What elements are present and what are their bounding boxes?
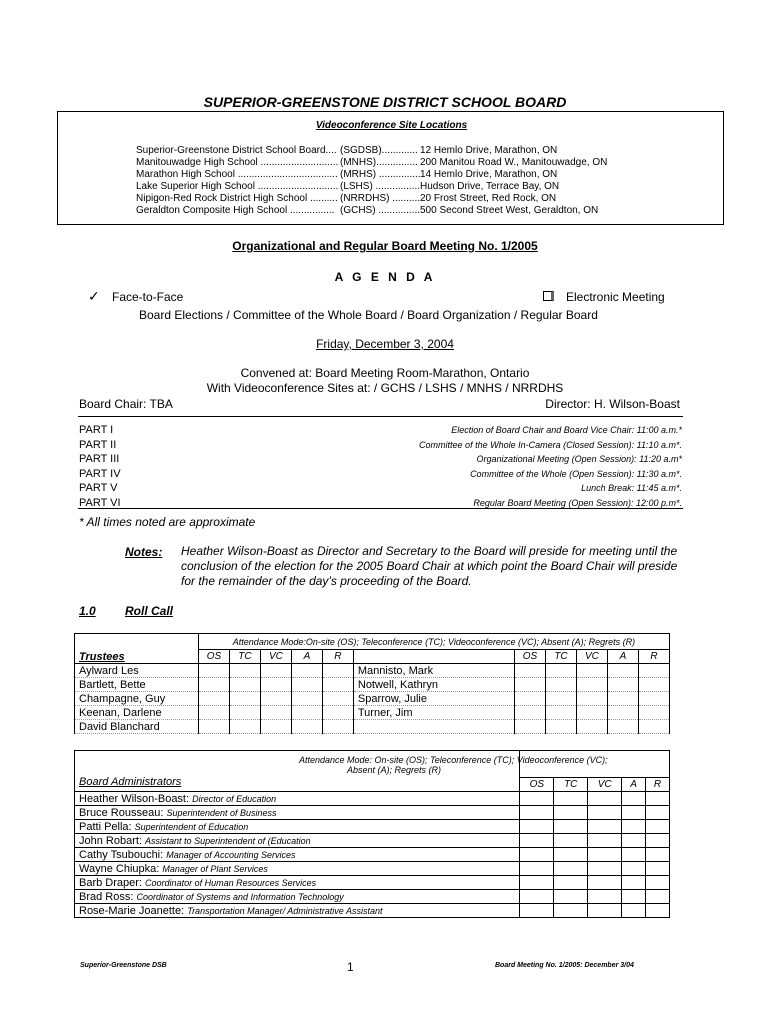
administrator-role: Coordinator of Human Resources Services [145,877,317,888]
notes-text: Heather Wilson-Boast as Director and Secretary to the Board will preside for meeting until the conclusion of the election for the 2005 Board Chair at which point the Board Chair will preside for the remainder of the day’s proceeding of the Board. [181,544,678,588]
column-header: VC [260,650,291,664]
trustees-attendance-mode: Attendance Mode:On-site (OS); Teleconference (TC); Videoconference (VC); Absent (A); Regrets (R) [198,634,669,650]
administrator-name: Wayne Chiupka: [79,862,160,875]
administrators-table [74,750,670,918]
attendance-cell [198,664,229,678]
site-name: Manitouwadge High School ............................ [136,157,339,168]
attendance-cell [554,792,588,806]
administrator-cell [75,820,520,834]
part-time: Lunch Break: 11:45 a.m*. [581,483,682,493]
trustee-row [75,720,670,734]
administrator-name: Cathy Tsubouchi: [79,848,164,861]
site-name: Marathon High School .................................... [136,169,338,180]
attendance-cell [554,806,588,820]
administrator-role: Coordinator of Systems and Information Technology [136,891,344,902]
site-code: (MNHS)............... [340,157,418,168]
part-time: Committee of the Whole In-Camera (Closed Session): 11:10 a.m*. [419,439,682,450]
trustee-name: Keenan, Darlene [75,706,199,720]
administrator-row [75,862,670,876]
trustee-name: Aylward Les [75,664,199,678]
attendance-cell [546,664,577,678]
attendance-cell [322,664,353,678]
attendance-cell [520,792,554,806]
administrator-name: Brad Ross: [79,890,134,903]
attendance-cell [638,720,669,734]
site-code: (MRHS) ............... [340,169,421,180]
attendance-cell [520,890,554,904]
attendance-cell [588,834,622,848]
attendance-cell [622,904,646,918]
administrator-cell [75,862,520,876]
attendance-cell [520,806,554,820]
attendance-cell [576,664,607,678]
divider-top [78,416,683,417]
site-code: (GCHS) ............... [340,205,421,216]
column-header: A [622,778,646,792]
column-header: OS [198,650,229,664]
column-header: R [646,778,670,792]
administrator-cell [75,834,520,848]
administrator-role: Director of Education [192,793,277,804]
admins-attendance-mode: Attendance Mode: On-site (OS); Teleconference (TC); Videoconference (VC); Absent (A); Regrets (R) [299,755,608,775]
attendance-cell [576,678,607,692]
attendance-cell [646,834,670,848]
administrator-cell [75,876,520,890]
attendance-cell [554,904,588,918]
attendance-cell [622,890,646,904]
attendance-cell [515,706,546,720]
attendance-cell [198,692,229,706]
attendance-cell [607,720,638,734]
part-label: PART IV [79,467,121,480]
attendance-cell [291,706,322,720]
administrator-name: Heather Wilson-Boast: [79,792,190,805]
attendance-cell [607,664,638,678]
administrator-row [75,834,670,848]
attendance-cell [520,876,554,890]
trustee-row [75,692,670,706]
attendance-cell [554,820,588,834]
board-chair: Board Chair: TBA [79,397,173,411]
site-code: (LSHS) ................ [340,181,421,192]
attendance-cell [546,720,577,734]
administrator-name: Barb Draper: [79,876,142,889]
site-address: 500 Second Street West, Geraldton, ON [420,205,599,216]
meeting-date: Friday, December 3, 2004 [316,337,454,351]
attendance-cell [260,692,291,706]
attendance-cell [515,720,546,734]
administrator-cell [75,890,520,904]
attendance-cell [638,664,669,678]
trustee-name: David Blanchard [75,720,199,734]
attendance-cell [588,820,622,834]
attendance-cell [260,664,291,678]
trustee-name: Turner, Jim [353,706,514,720]
page-number: 1 [347,960,354,974]
checkbox-icon [543,291,554,301]
administrator-row [75,890,670,904]
attendance-cell [638,692,669,706]
administrator-row [75,792,670,806]
administrator-cell [75,848,520,862]
approx-note: * All times noted are approximate [79,515,256,529]
administrator-name: John Robart: [79,834,142,847]
site-name: Geraldton Composite High School ................ [136,205,335,216]
administrator-name: Rose-Marie Joanette: [79,904,185,917]
part-time: Organizational Meeting (Open Session): 11:20 a.m* [476,454,682,464]
trustee-name: Champagne, Guy [75,692,199,706]
attendance-cell [229,692,260,706]
footer-right: Board Meeting No. 1/2005: December 3/04 [495,962,634,969]
administrator-cell [75,904,520,918]
administrator-role: Superintendent of Business [166,807,277,818]
site-code: (NRRDHS) .......... [340,193,420,204]
attendance-cell [229,664,260,678]
column-header: TC [554,778,588,792]
attendance-cell [588,792,622,806]
attendance-cell [646,820,670,834]
column-header: TC [546,650,577,664]
part-label: PART III [79,453,120,465]
part-time: Committee of the Whole (Open Session): 11:30 a.m*. [470,468,682,479]
attendance-cell [198,720,229,734]
trustee-name: Bartlett, Bette [75,678,199,692]
attendance-cell [646,806,670,820]
attendance-cell [546,678,577,692]
attendance-cell [322,692,353,706]
attendance-cell [576,692,607,706]
footer-left: Superior-Greenstone DSB [80,962,167,969]
column-header: VC [588,778,622,792]
attendance-cell [515,664,546,678]
videoconference-sites-line: With Videoconference Sites at: / GCHS / LSHS / MNHS / NRRDHS [206,381,564,395]
administrator-role: Transportation Manager/ Administrative Assistant [187,905,383,916]
rollcall-number: 1.0 [79,604,96,618]
administrator-role: Assistant to Superintendent of (Education [145,835,311,846]
attendance-cell [588,806,622,820]
trustee-row [75,664,670,678]
trustee-name: Notwell, Kathryn [353,678,514,692]
attendance-cell [515,678,546,692]
attendance-cell [291,692,322,706]
site-address: 12 Hemlo Drive, Marathon, ON [420,145,558,156]
attendance-cell [229,706,260,720]
administrator-row [75,876,670,890]
attendance-cell [322,720,353,734]
attendance-cell [260,678,291,692]
site-code: (SGDSB)............. [340,145,418,156]
board-title: SUPERIOR-GREENSTONE DISTRICT SCHOOL BOARD [203,94,567,110]
part-label: PART VI [79,496,121,509]
trustee-row [75,706,670,720]
attendance-cell [646,890,670,904]
attendance-cell [576,720,607,734]
attendance-cell [646,792,670,806]
attendance-cell [515,692,546,706]
face-to-face-label: Face-to-Face [112,290,184,304]
trustees-table [74,633,670,734]
convened-line: Convened at: Board Meeting Room-Marathon, Ontario [240,366,530,380]
attendance-cell [638,678,669,692]
site-name: Lake Superior High School ............................. [136,181,339,192]
check-icon: ✓ [88,288,100,304]
attendance-cell [546,706,577,720]
administrator-row [75,848,670,862]
rollcall-title: Roll Call [125,604,174,618]
attendance-cell [198,678,229,692]
attendance-cell [622,848,646,862]
column-header: TC [229,650,260,664]
site-address: 20 Frost Street, Red Rock, ON [420,193,557,204]
column-header: OS [515,650,546,664]
attendance-cell [260,706,291,720]
site-address: Hudson Drive, Terrace Bay, ON [420,181,560,192]
attendance-cell [520,820,554,834]
part-label: PART V [79,482,118,494]
admins-heading: Board Administrators [79,776,182,788]
divider-bottom [78,508,683,509]
column-header: OS [520,778,554,792]
attendance-cell [554,876,588,890]
attendance-cell [607,678,638,692]
attendance-cell [646,876,670,890]
attendance-cell [198,706,229,720]
attendance-cell [291,720,322,734]
administrator-role: Manager of Accounting Services [166,849,296,860]
column-header: R [638,650,669,664]
agenda-heading: A G E N D A [334,270,436,284]
attendance-cell [546,692,577,706]
attendance-cell [646,848,670,862]
attendance-cell [291,664,322,678]
attendance-cell [520,848,554,862]
site-locations-heading: Videoconference Site Locations [315,120,468,131]
attendance-cell [588,904,622,918]
administrator-row [75,820,670,834]
part-label: PART II [79,438,117,451]
administrator-role: Manager of Plant Services [162,863,268,874]
trustee-name: Mannisto, Mark [353,664,514,678]
attendance-cell [229,720,260,734]
attendance-cell [588,876,622,890]
column-spacer [353,650,514,664]
attendance-cell [554,848,588,862]
trustee-row [75,678,670,692]
attendance-cell [554,890,588,904]
attendance-cell [588,862,622,876]
attendance-cell [322,706,353,720]
trustees-heading: Trustees [75,634,199,664]
session-list: Board Elections / Committee of the Whole Board / Board Organization / Regular Board [139,308,598,322]
notes-label: Notes: [125,545,163,559]
director: Director: H. Wilson-Boast [545,397,680,411]
trustee-name [353,720,514,734]
administrator-cell [75,792,520,806]
attendance-cell [622,806,646,820]
trustee-name: Sparrow, Julie [353,692,514,706]
part-time: Election of Board Chair and Board Vice Chair: 11:00 a.m.* [451,425,682,435]
attendance-cell [554,834,588,848]
attendance-cell [322,678,353,692]
attendance-cell [520,904,554,918]
attendance-cell [638,706,669,720]
attendance-cell [576,706,607,720]
attendance-cell [622,792,646,806]
column-header: R [322,650,353,664]
site-name: Superior-Greenstone District School Board.... [136,145,337,156]
administrator-row [75,806,670,820]
site-locations-box [57,111,724,225]
site-address: 14 Hemlo Drive, Marathon, ON [420,169,558,180]
administrator-name: Patti Pella: [79,820,132,833]
attendance-cell [260,720,291,734]
site-address: 200 Manitou Road W., Manitouwadge, ON [420,157,608,168]
column-header: VC [576,650,607,664]
administrator-cell [75,806,520,820]
attendance-cell [291,678,322,692]
attendance-cell [622,876,646,890]
attendance-cell [588,848,622,862]
part-time: Regular Board Meeting (Open Session): 12:00 p.m*. [473,497,682,508]
electronic-meeting-label: Electronic Meeting [566,290,665,304]
attendance-cell [646,904,670,918]
administrator-name: Bruce Rousseau: [79,806,164,819]
attendance-cell [520,862,554,876]
attendance-cell [622,820,646,834]
column-header: A [291,650,322,664]
attendance-cell [588,890,622,904]
attendance-cell [607,706,638,720]
site-name: Nipigon-Red Rock District High School .......... [136,193,338,204]
attendance-cell [229,678,260,692]
column-header: A [607,650,638,664]
attendance-cell [646,862,670,876]
attendance-cell [554,862,588,876]
attendance-cell [520,834,554,848]
attendance-cell [622,862,646,876]
administrator-role: Superintendent of Education [134,821,249,832]
meeting-title: Organizational and Regular Board Meeting No. 1/2005 [232,239,538,253]
attendance-cell [622,834,646,848]
administrator-row [75,904,670,918]
part-label: PART I [79,424,114,436]
attendance-cell [607,692,638,706]
